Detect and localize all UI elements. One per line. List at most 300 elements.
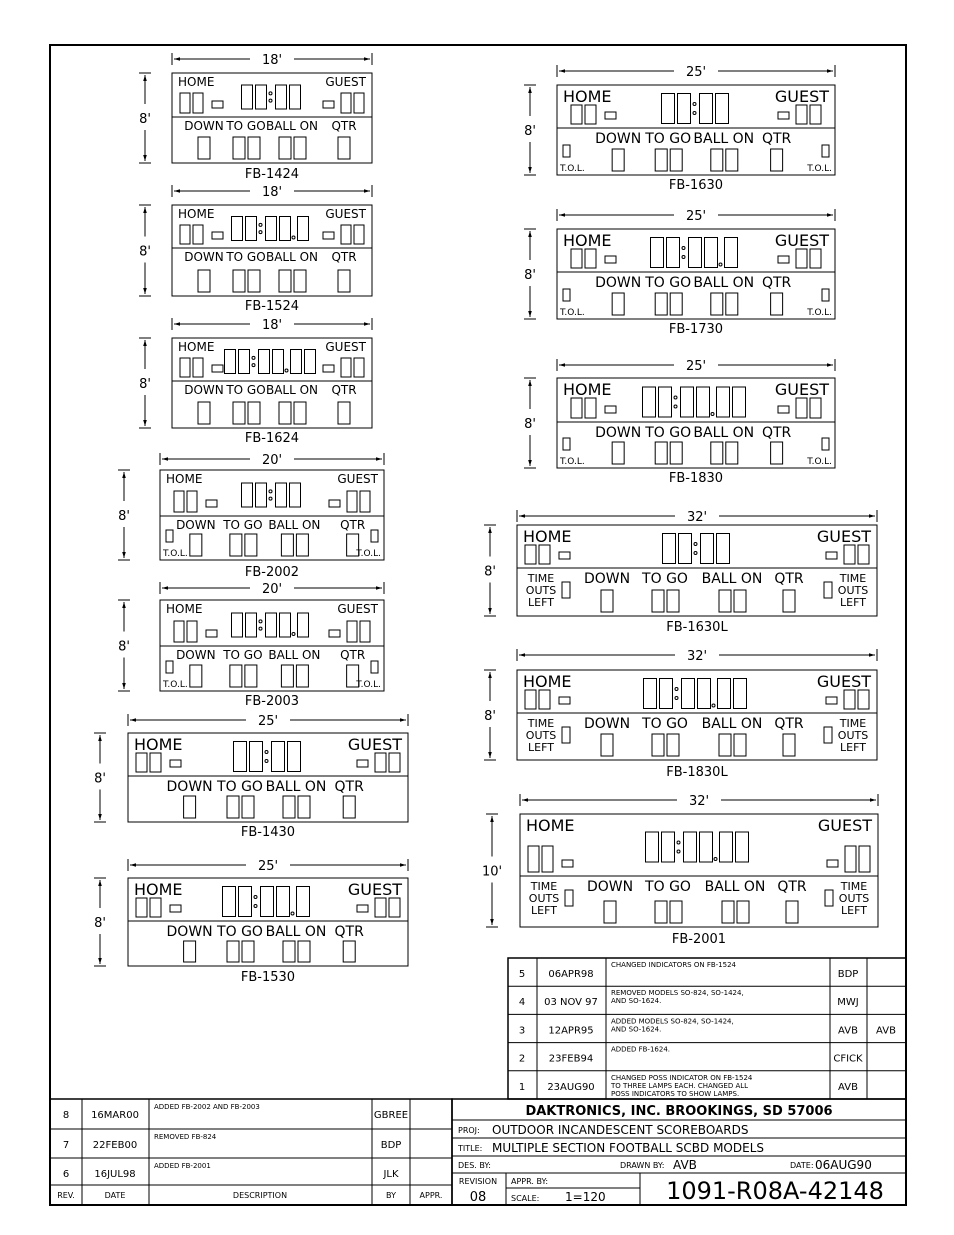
guest-label: GUEST (774, 87, 829, 106)
width-dimension: 18' (261, 185, 283, 200)
digit-outline (796, 398, 807, 418)
scoreboard-fb1830 (524, 359, 835, 486)
width-dimension: 20' (261, 582, 283, 597)
digit-outline (736, 832, 749, 862)
home-label: HOME (563, 380, 612, 399)
digit-outline (722, 901, 734, 923)
colon-dot (259, 231, 262, 234)
digit-outline (859, 846, 870, 872)
digit-outline (233, 402, 245, 424)
digit-outline (242, 483, 253, 507)
bottom-label-down: DOWN (184, 250, 224, 264)
scoreboard-fb1530 (94, 859, 408, 985)
scoreboard-fb1524 (139, 185, 372, 314)
model-name: FB-1524 (244, 299, 300, 314)
timeouts-left-label: OUTS (528, 892, 560, 905)
height-dimension: 8' (118, 639, 130, 655)
rev-description: REMOVED MODELS SO-824, SO-1424, (611, 989, 744, 998)
digit-outline (720, 832, 733, 862)
digit-outline (283, 796, 295, 818)
digit-outline (655, 293, 667, 315)
possession-indicator (562, 860, 573, 867)
digit-outline (279, 137, 291, 159)
digit-outline (230, 665, 242, 687)
bottom-label-down: DOWN (184, 119, 224, 133)
digit-outline (225, 350, 236, 374)
bottom-label-qtr: QTR (774, 571, 804, 587)
digit-outline (338, 137, 350, 159)
width-dimension: 25' (685, 359, 707, 374)
bottom-label-down: DOWN (583, 571, 631, 587)
width-dimension: 25' (257, 714, 279, 729)
digit-outline (341, 358, 351, 377)
colon-dot (269, 490, 272, 493)
digit-outline (296, 665, 308, 687)
digit-outline (242, 796, 254, 818)
digit-outline (375, 898, 386, 917)
home-label: HOME (523, 527, 572, 546)
model-name: FB-1830 (668, 471, 724, 486)
colon-dot (674, 405, 677, 408)
digit-outline (539, 545, 550, 564)
width-dimension: 32' (686, 510, 708, 525)
digit-outline (234, 742, 247, 772)
rev-number: 5 (518, 969, 526, 980)
digit-outline (725, 238, 738, 268)
bottom-label-ball-on: BALL ON (693, 275, 755, 291)
bottom-label-ball-on: BALL ON (701, 571, 763, 587)
digit-outline (360, 491, 370, 512)
digit-outline (705, 238, 718, 268)
possession-indicator (778, 256, 789, 263)
digit-outline (716, 94, 729, 124)
rev-number: 8 (62, 1110, 70, 1121)
digit-outline (604, 901, 616, 923)
digit-outline (272, 742, 285, 772)
rev-description: POSS INDICATORS TO SHOW LAMPS. (611, 1089, 740, 1098)
guest-label: GUEST (347, 880, 402, 899)
bottom-label-to-go: TO GO (642, 716, 688, 732)
tol-lamp (166, 661, 173, 673)
digit-outline (343, 796, 355, 818)
scoreboard-fb1730 (524, 209, 835, 337)
digit-outline (786, 901, 798, 923)
rev-description: ADDED FB-2001 (154, 1162, 211, 1170)
bottom-label-down: DOWN (176, 648, 216, 662)
header-description: DESCRIPTION (232, 1191, 288, 1200)
colon-dot (675, 688, 678, 691)
home-label: HOME (563, 87, 612, 106)
proj-label: PROJ: (458, 1126, 480, 1135)
width-dimension: 25' (685, 65, 707, 80)
rev-number: 3 (518, 1025, 526, 1037)
digit-outline (662, 832, 675, 862)
digit-outline (294, 402, 306, 424)
digit-outline (542, 846, 553, 872)
height-dimension: 8' (139, 244, 151, 260)
digit-outline (290, 483, 301, 507)
bottom-label-qtr: QTR (340, 648, 366, 662)
bottom-label-down: DOWN (586, 879, 634, 895)
home-label: HOME (178, 340, 215, 354)
digit-outline (783, 590, 795, 612)
digit-outline (389, 753, 400, 772)
timeouts-left-label: TIME (527, 717, 555, 730)
digit-outline (525, 545, 536, 564)
digit-outline (277, 887, 290, 917)
digit-outline (273, 350, 284, 374)
digit-outline (288, 742, 301, 772)
timeout-lamp (824, 727, 832, 743)
digit-outline (734, 679, 747, 709)
timeouts-left-label: OUTS (525, 729, 557, 742)
decimal-dot (285, 369, 288, 372)
digit-outline (711, 149, 723, 171)
home-label: HOME (178, 75, 215, 89)
possession-indicator (826, 697, 837, 704)
model-name: FB-1430 (240, 825, 296, 840)
digit-outline (717, 534, 730, 564)
bottom-label-ball-on: BALL ON (701, 716, 763, 732)
digit-outline (655, 901, 667, 923)
tol-right-label: T.O.L. (356, 680, 381, 690)
digit-outline (662, 94, 675, 124)
digit-outline (601, 590, 613, 612)
height-dimension: 8' (484, 709, 496, 724)
colon-dot (259, 627, 262, 630)
tol-left-label: T.O.L. (163, 680, 188, 690)
rev-by: GBREE (373, 1110, 409, 1121)
digit-outline (281, 534, 293, 556)
bottom-label-qtr: QTR (334, 779, 364, 795)
height-dimension: 8' (524, 417, 536, 432)
guest-label: GUEST (337, 602, 378, 616)
bottom-label-ball-on: BALL ON (265, 383, 319, 397)
possession-indicator (323, 365, 334, 372)
digit-outline (174, 491, 184, 512)
drawn-by: AVB (673, 1158, 697, 1172)
drawn-by-label: DRAWN BY: (620, 1161, 665, 1170)
model-name: FB-1530 (240, 970, 296, 985)
bottom-label-down: DOWN (583, 716, 631, 732)
digit-outline (737, 901, 749, 923)
digit-outline (283, 941, 295, 962)
possession-indicator (559, 697, 570, 704)
height-dimension: 8' (484, 564, 496, 580)
digit-outline (184, 941, 196, 962)
digit-outline (198, 402, 210, 424)
bottom-label-ball-on: BALL ON (265, 119, 319, 133)
home-label: HOME (166, 602, 203, 616)
timeouts-left-label: TIME (527, 572, 555, 585)
possession-indicator (323, 101, 334, 108)
scoreboard-fb2001 (482, 794, 878, 947)
digit-outline (298, 796, 310, 818)
digit-outline (279, 402, 291, 424)
tol-left-label: T.O.L. (560, 457, 585, 467)
date-label: DATE: (790, 1161, 814, 1170)
height-dimension: 8' (118, 509, 130, 524)
bottom-label-to-go: TO GO (226, 119, 266, 133)
digit-outline (242, 941, 254, 962)
scoreboard-fb1430 (94, 714, 408, 840)
possession-indicator (329, 500, 340, 507)
bottom-label-qtr: QTR (331, 250, 357, 264)
digit-outline (783, 734, 795, 756)
digit-outline (682, 679, 695, 709)
digit-outline (660, 679, 673, 709)
header-appr: APPR. (419, 1191, 443, 1200)
digit-outline (276, 85, 287, 109)
rev-description: TO THREE LAMPS EACH. CHANGED ALL (611, 1081, 749, 1090)
timeouts-left-label: LEFT (531, 904, 557, 917)
home-label: HOME (166, 472, 203, 486)
digit-outline (150, 898, 161, 917)
digit-outline (651, 238, 664, 268)
colon-dot (677, 850, 680, 853)
height-dimension: 8' (94, 771, 106, 787)
model-name: FB-1730 (668, 322, 724, 337)
digit-outline (354, 225, 364, 244)
rev-by: MWJ (837, 997, 859, 1009)
bottom-label-to-go: TO GO (645, 131, 692, 147)
digit-outline (223, 887, 236, 917)
digit-outline (174, 621, 184, 642)
possession-indicator (212, 232, 223, 239)
scoreboard-fb1630l (484, 510, 877, 635)
possession-indicator (323, 232, 334, 239)
rev-description: ADDED MODELS SO-824, SO-1424, (611, 1017, 734, 1026)
header-date: DATE (104, 1191, 126, 1200)
bottom-label-down: DOWN (595, 275, 642, 291)
digit-outline (233, 270, 245, 292)
timeouts-left-label: TIME (530, 880, 558, 893)
rev-by: AVB (838, 1025, 858, 1037)
decimal-dot (719, 263, 722, 266)
tol-right-label: T.O.L. (356, 549, 381, 559)
colon-dot (269, 99, 272, 102)
digit-outline (810, 398, 821, 418)
possession-indicator (357, 905, 368, 912)
bottom-label-to-go: TO GO (217, 779, 263, 795)
colon-dot (694, 552, 697, 555)
title-block (452, 1099, 906, 1205)
model-name: FB-2001 (671, 932, 727, 947)
digit-outline (227, 941, 239, 962)
decimal-dot (292, 633, 295, 636)
bottom-label-to-go: TO GO (645, 425, 692, 441)
timeouts-right-label: OUTS (837, 584, 869, 597)
digit-outline (233, 137, 245, 159)
bottom-label-qtr: QTR (340, 518, 366, 532)
model-name: FB-1624 (244, 431, 300, 446)
height-dimension: 8' (139, 377, 151, 392)
digit-outline (389, 898, 400, 917)
bottom-label-to-go: TO GO (226, 383, 266, 397)
model-name: FB-1830L (666, 765, 728, 780)
decimal-dot (291, 912, 294, 915)
drawing-date: 06AUG90 (815, 1158, 872, 1172)
digit-outline (726, 149, 738, 171)
timeouts-right-label: OUTS (837, 729, 869, 742)
tol-lamp (822, 145, 829, 157)
bottom-label-qtr: QTR (774, 716, 804, 732)
digit-outline (136, 898, 147, 917)
guest-label: GUEST (325, 75, 366, 89)
digit-outline (858, 545, 869, 564)
digit-outline (643, 387, 656, 417)
digit-outline (187, 491, 197, 512)
digit-outline (187, 621, 197, 642)
digit-outline (246, 613, 257, 637)
height-dimension: 8' (139, 112, 151, 127)
colon-dot (269, 92, 272, 95)
possession-indicator (329, 630, 340, 637)
model-name: FB-1424 (244, 167, 300, 182)
home-label: HOME (526, 816, 575, 835)
digit-outline (338, 270, 350, 292)
tol-right-label: T.O.L. (807, 164, 832, 174)
digit-outline (250, 742, 263, 772)
digit-outline (230, 534, 242, 556)
appr-by-label: APPR. BY: (511, 1177, 549, 1186)
drawing-title: MULTIPLE SECTION FOOTBALL SCBD MODELS (492, 1141, 764, 1155)
possession-indicator (170, 905, 181, 912)
bottom-label-qtr: QTR (334, 924, 364, 940)
digit-outline (679, 534, 692, 564)
digit-outline (734, 590, 746, 612)
digit-outline (810, 105, 821, 124)
digit-outline (858, 690, 869, 709)
tol-lamp (166, 530, 173, 542)
digit-outline (844, 690, 855, 709)
rev-number: 1 (518, 1081, 526, 1093)
possession-indicator (826, 552, 837, 559)
timeouts-right-label: LEFT (841, 904, 867, 917)
digit-outline (184, 796, 196, 818)
digit-outline (678, 94, 691, 124)
height-dimension: 8' (94, 916, 106, 931)
timeout-lamp (562, 727, 570, 743)
decimal-dot (714, 858, 717, 861)
home-label: HOME (134, 880, 183, 899)
possession-indicator (827, 860, 838, 867)
rev-description: REMOVED FB-824 (154, 1133, 217, 1141)
digit-outline (296, 534, 308, 556)
possession-indicator (605, 406, 616, 413)
rev-number: 4 (518, 997, 526, 1009)
timeout-lamp (825, 890, 833, 906)
digit-outline (276, 483, 287, 507)
digit-outline (612, 442, 624, 464)
width-dimension: 25' (685, 209, 707, 224)
scale-label: SCALE: (511, 1194, 540, 1203)
digit-outline (341, 225, 351, 244)
digit-outline (845, 846, 856, 872)
rev-number: 7 (62, 1140, 70, 1151)
digit-outline (298, 217, 309, 241)
bottom-label-qtr: QTR (777, 879, 807, 895)
tol-lamp (822, 438, 829, 450)
timeouts-right-label: LEFT (840, 741, 866, 754)
digit-outline (734, 734, 746, 756)
rev-description: AND SO-1624. (611, 997, 662, 1006)
decimal-dot (712, 704, 715, 707)
rev-date: 16JUL98 (94, 1169, 136, 1180)
rev-date: 06APR98 (548, 969, 594, 980)
digit-outline (571, 398, 582, 418)
digit-outline (539, 690, 550, 709)
colon-dot (682, 256, 685, 259)
colon-dot (252, 356, 255, 359)
digit-outline (232, 613, 243, 637)
digit-outline (193, 358, 203, 377)
rev-date: 23FEB94 (548, 1053, 594, 1065)
digit-outline (667, 590, 679, 612)
tol-right-label: T.O.L. (807, 308, 832, 318)
digit-outline (525, 690, 536, 709)
timeout-lamp (565, 890, 573, 906)
possession-indicator (212, 101, 223, 108)
digit-outline (667, 238, 680, 268)
timeouts-right-label: OUTS (838, 892, 870, 905)
width-dimension: 20' (261, 453, 283, 468)
company-name: DAKTRONICS, INC. BROOKINGS, SD 57006 (525, 1104, 833, 1119)
digit-outline (659, 387, 672, 417)
possession-indicator (206, 630, 217, 637)
digit-outline (375, 753, 386, 772)
digit-outline (248, 270, 260, 292)
bottom-label-ball-on: BALL ON (265, 924, 327, 940)
tol-lamp (563, 145, 570, 157)
digit-outline (670, 901, 682, 923)
digit-outline (291, 350, 302, 374)
drawing-number: 1091-R08A-42148 (666, 1177, 884, 1205)
digit-outline (298, 613, 309, 637)
colon-dot (252, 364, 255, 367)
digit-outline (347, 621, 357, 642)
width-dimension: 18' (261, 318, 283, 333)
digit-outline (585, 249, 596, 268)
digit-outline (266, 613, 277, 637)
bottom-label-qtr: QTR (331, 119, 357, 133)
digit-outline (771, 149, 783, 171)
digit-outline (190, 534, 202, 556)
guest-label: GUEST (337, 472, 378, 486)
digit-outline (227, 796, 239, 818)
tol-lamp (563, 289, 570, 301)
decimal-dot (292, 236, 295, 239)
bottom-label-to-go: TO GO (226, 250, 266, 264)
possession-indicator (605, 256, 616, 263)
digit-outline (354, 93, 364, 113)
digit-outline (347, 491, 357, 512)
possession-indicator (212, 365, 223, 372)
width-dimension: 32' (686, 649, 708, 664)
timeout-lamp (562, 582, 570, 598)
digit-outline (294, 137, 306, 159)
project-name: OUTDOOR INCANDESCENT SCOREBOARDS (492, 1123, 749, 1137)
guest-label: GUEST (325, 340, 366, 354)
digit-outline (844, 545, 855, 564)
model-name: FB-2002 (244, 565, 300, 580)
timeouts-right-label: TIME (840, 880, 868, 893)
des-by-label: DES. BY: (458, 1161, 491, 1170)
tol-left-label: T.O.L. (560, 308, 585, 318)
digit-outline (771, 442, 783, 464)
timeouts-left-label: LEFT (528, 596, 554, 609)
bottom-label-to-go: TO GO (217, 924, 263, 940)
